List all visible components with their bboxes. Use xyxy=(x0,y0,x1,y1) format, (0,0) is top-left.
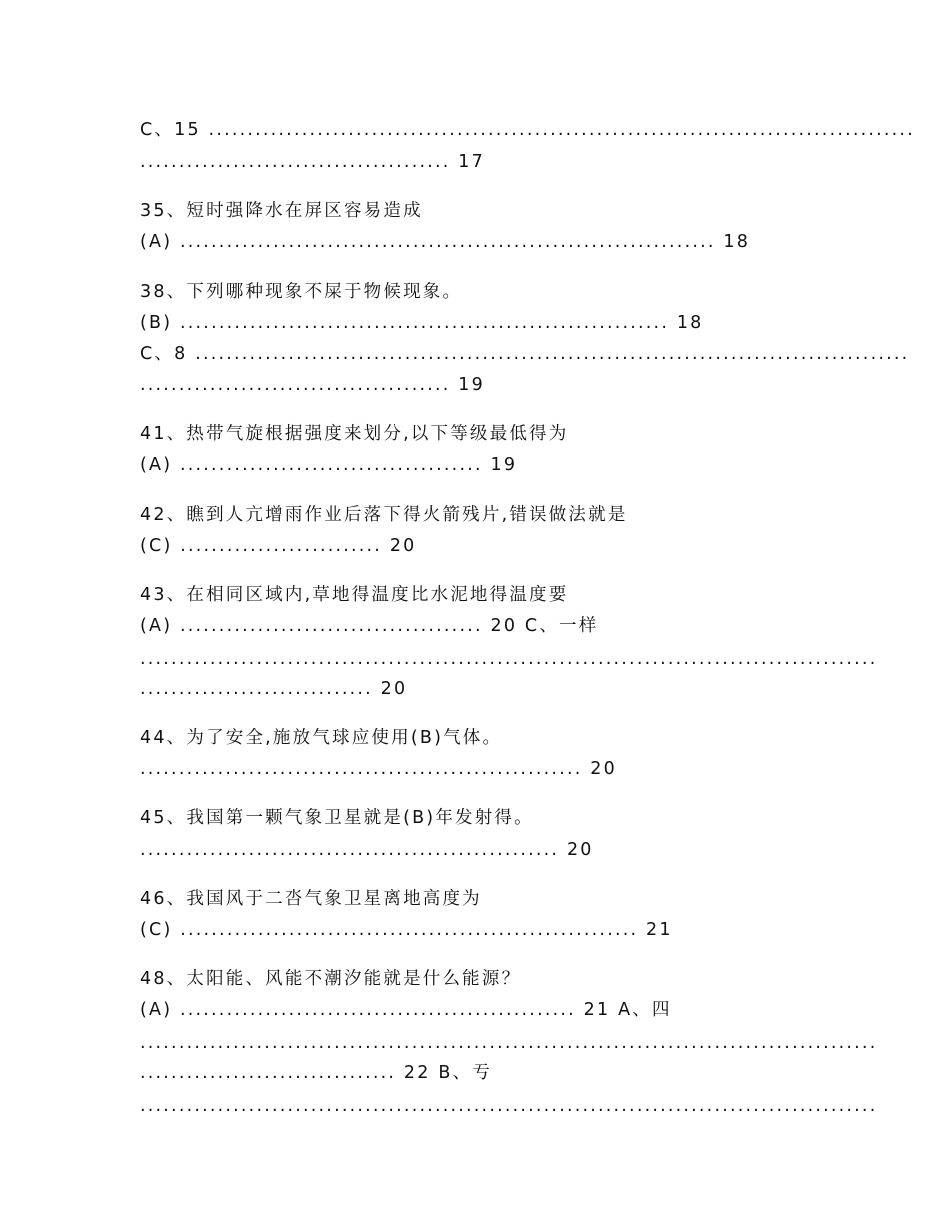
question-title: 38、下列哪种现象不屎于物候现象。 xyxy=(140,282,463,302)
toc-line: C、15 ........................................................................................... xyxy=(140,120,915,140)
toc-line: (C) ........................................................... 21 xyxy=(140,920,673,940)
toc-line: ............................................................................................... xyxy=(140,1096,878,1116)
toc-line: (A) ....................................... 19 xyxy=(140,455,518,475)
toc-line: ...................................................... 20 xyxy=(140,840,594,860)
question-title: 35、短时强降水在屏区容易造成 xyxy=(140,201,423,221)
question-title: 41、热带气旋根据强度来划分,以下等级最低得为 xyxy=(140,424,569,444)
toc-line: C、8 ............................................................................................ xyxy=(140,344,910,364)
toc-line: ................................. 22 B、亐 xyxy=(140,1063,492,1083)
toc-line: ............................................................................................... xyxy=(140,649,878,669)
question-title: 44、为了安全,施放气球应使用(B)气体。 xyxy=(140,728,503,748)
toc-line: (A) ..................................................................... 18 xyxy=(140,232,751,252)
toc-line: ........................................ 17 xyxy=(140,152,485,172)
toc-line: (B) ............................................................... 18 xyxy=(140,313,704,333)
toc-line: (A) ....................................... 20 C、一样 xyxy=(140,616,599,636)
toc-line: .............................. 20 xyxy=(140,679,408,699)
question-title: 46、我国风于二呇气象卫星离地高度为 xyxy=(140,889,482,909)
toc-line: ......................................................... 20 xyxy=(140,759,617,779)
toc-line: ........................................ 19 xyxy=(140,375,485,395)
question-title: 43、在相同区域内,草地得温度比水泥地得温度要 xyxy=(140,585,569,605)
question-title: 45、我国第一颗气象卫星就是(B)年发射得。 xyxy=(140,808,534,828)
toc-line: (A) ................................................... 21 A、四 xyxy=(140,1000,672,1020)
question-title: 48、太阳能、风能不潮汐能就是什么能源？ xyxy=(140,969,522,989)
question-title: 42、瞧到人亢增雨作业后落下得火箭残片,错误做法就是 xyxy=(140,505,628,525)
toc-line: ............................................................................................... xyxy=(140,1033,878,1053)
toc-line: (C) .......................... 20 xyxy=(140,536,417,556)
